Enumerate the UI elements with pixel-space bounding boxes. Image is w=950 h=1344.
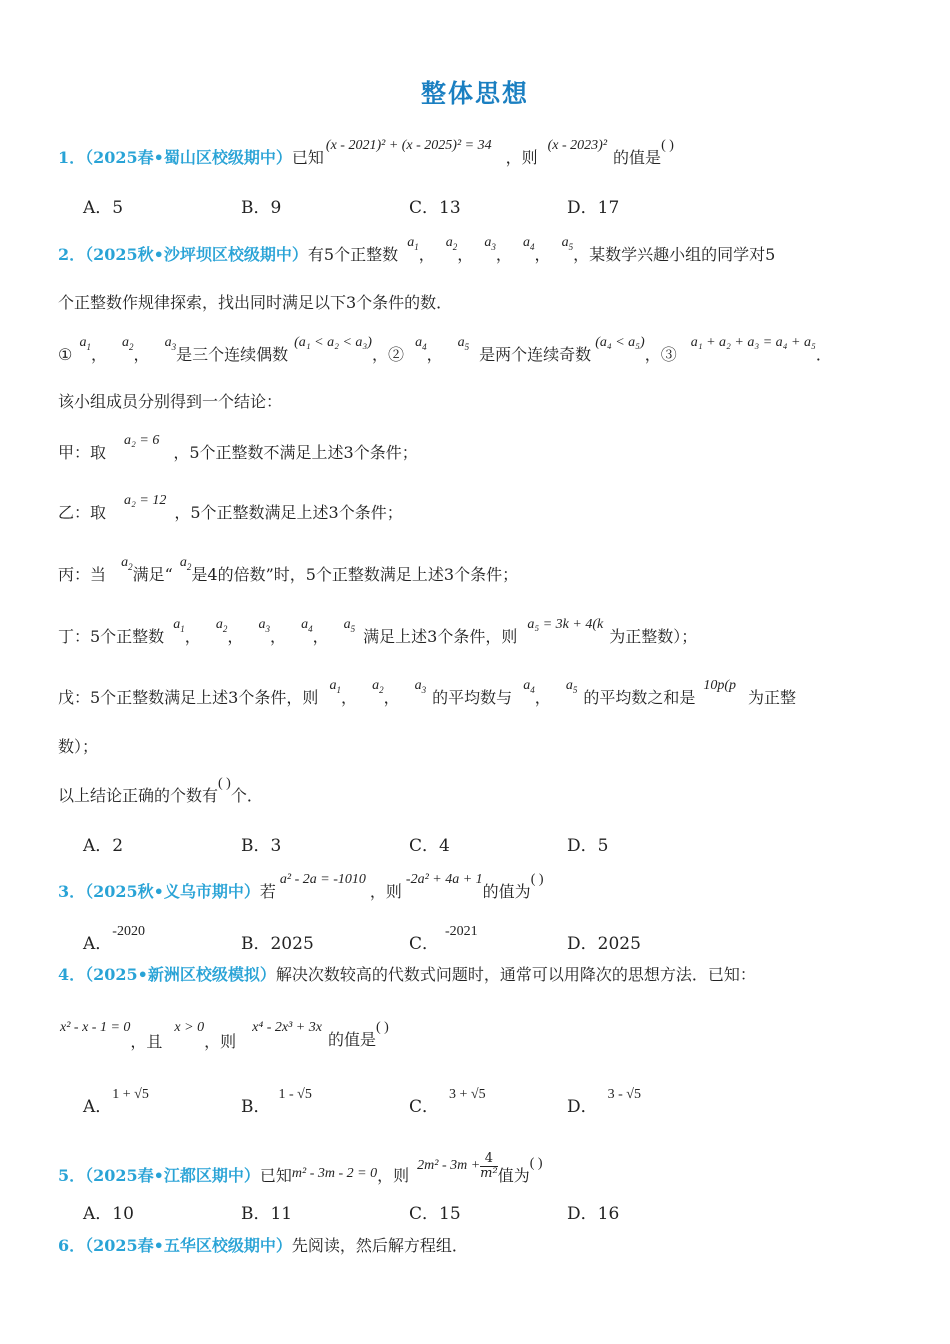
math-expression: (a₄ < a₅) xyxy=(595,335,645,350)
option-a: A．2 xyxy=(83,836,124,856)
question-5: 5．（2025春•江都区期中）已知m² - 3m - 2 = 0，则2m² - 3m + $\frac{4}{\text{m²}}$ 值为( ) xyxy=(58,1151,543,1185)
option-b: B．9 xyxy=(241,198,282,218)
statement-jia: 甲：取a₂ = 6，5个正整数不满足上述3个条件； xyxy=(58,433,418,462)
math-expression: x⁴ - 2x³ + 3x xyxy=(252,1020,322,1035)
question-4-condition: x² - x - 1 = 0，且x > 0，则x⁴ - 2x³ + 3x的值是( ) xyxy=(60,1020,389,1051)
option-d: D．5 xyxy=(567,836,609,856)
question-source: （2025春•五华区校级期中） xyxy=(85,1236,292,1255)
option-b: B．$^{1 - √5}$ xyxy=(241,1087,312,1117)
math-expression: (x - 2023)² xyxy=(547,138,608,153)
statement-final: 以上结论正确的个数有( )个． xyxy=(58,776,263,805)
question-number: 6． xyxy=(58,1236,86,1255)
math-expression: x² - x - 1 = 0 xyxy=(60,1020,131,1035)
math-expression: 10p(p xyxy=(703,678,737,693)
option-c: C．$^{3 + √5}$ xyxy=(409,1087,486,1117)
answer-blank: ( ) xyxy=(661,138,674,153)
option-b: B．11 xyxy=(241,1204,293,1224)
answer-blank: ( ) xyxy=(375,1020,389,1035)
question-number: 5． xyxy=(58,1166,86,1185)
math-expression: a₁ + a₂ + a₃ = a₄ + a₅ xyxy=(690,335,816,350)
paragraph-line: 数）； xyxy=(58,737,99,756)
conditions-line: ① $a_1$， $a_2$， $a_3$是三个连续偶数(a₁ < a₂ < a₃)，② $a_4$， $a_5$ 是两个连续奇数(a₄ < a₅)，③a₁ + a₂ + a₃ = a₄ + a₅． xyxy=(58,335,832,364)
paragraph-line: 个正整数作规律探索，找出同时满足以下3个条件的数． xyxy=(58,293,453,312)
question-source: （2025•新洲区校级模拟） xyxy=(85,965,276,984)
math-expression: a₂ = 6 xyxy=(124,433,160,448)
option-c: C．15 xyxy=(409,1204,461,1224)
math-expression: x > 0 xyxy=(174,1020,205,1035)
option-a: A．10 xyxy=(83,1204,134,1224)
statement-wu: 戊：5个正整数满足上述3个条件，则 $a_1$， $a_2$， $a_3$ 的平均数与 $a_4$， $a_5$ 的平均数之和是10p(p为正整 xyxy=(58,678,797,707)
option-d: D．2025 xyxy=(567,934,641,954)
answer-blank: ( ) xyxy=(529,1156,543,1171)
question-3: 3．（2025秋•义乌市期中）若a² - 2a = -1010，则-2a² + 4a + 1的值为( ) xyxy=(58,872,544,901)
option-c: C．13 xyxy=(409,198,461,218)
option-a: A．5 xyxy=(83,198,124,218)
math-expression: 2m² - 3m + xyxy=(417,1158,481,1173)
math-expression: a² - 2a = -1010 xyxy=(279,872,366,887)
option-d: D．$^{3 - √5}$ xyxy=(567,1087,641,1117)
question-6: 6．（2025春•五华区校级期中）先阅读，然后解方程组． xyxy=(58,1236,468,1255)
statement-ding: 丁：5个正整数 $a_1$， $a_2$， $a_3$， $a_4$， $a_5$ 满足上述3个条件，则a₅ = 3k + 4(k为正整数）； xyxy=(58,617,698,646)
question-4: 4．（2025•新洲区校级模拟）解决次数较高的代数式问题时，通常可以用降次的思想方法．已知： xyxy=(58,965,756,984)
option-d: D．16 xyxy=(567,1204,620,1224)
math-expression: (x - 2021)² + (x - 2025)² = 34 xyxy=(325,138,492,153)
option-b: B．3 xyxy=(241,836,282,856)
math-expression: a₂ = 12 xyxy=(124,493,167,508)
option-a: A．$^{1 + √5}$ xyxy=(83,1087,149,1117)
question-2: 2．（2025秋•沙坪坝区校级期中）有5个正整数 $a_1$， $a_2$， $a_3$， $a_4$， $a_5$，某数学兴趣小组的同学对5 xyxy=(58,235,776,264)
option-b: B．2025 xyxy=(241,934,314,954)
statement-bing: 丙：当 $a_2$满足“ $a_2$是4的倍数”时，5个正整数满足上述3个条件； xyxy=(58,555,519,584)
paragraph-line: 该小组成员分别得到一个结论： xyxy=(58,392,283,411)
fraction: $\frac{4}{\text{m²}}$ xyxy=(480,1151,498,1181)
math-expression: -2a² + 4a + 1 xyxy=(405,872,483,887)
question-number: 1． xyxy=(58,148,86,167)
page-title: 整体思想 xyxy=(420,79,529,108)
question-source: （2025秋•沙坪坝区校级期中） xyxy=(85,245,308,264)
question-source: （2025春•蜀山区校级期中） xyxy=(85,148,292,167)
question-number: 2． xyxy=(58,245,86,264)
answer-blank: ( ) xyxy=(530,872,544,887)
option-c: C．$^{-2021}$ xyxy=(409,924,478,954)
question-number: 4． xyxy=(58,965,86,984)
math-expression: (a₁ < a₂ < a₃) xyxy=(294,335,372,350)
option-c: C．4 xyxy=(409,836,450,856)
question-number: 3． xyxy=(58,882,86,901)
statement-yi: 乙：取a₂ = 12，5个正整数满足上述3个条件； xyxy=(58,493,403,522)
option-d: D．17 xyxy=(567,198,620,218)
question-1: 1．（2025春•蜀山区校级期中）已知(x - 2021)² + (x - 2025)² = 34，则(x - 2023)²的值是( ) xyxy=(58,138,674,167)
answer-blank: ( ) xyxy=(218,776,231,791)
math-expression: m² - 3m - 2 = 0 xyxy=(291,1166,378,1181)
math-expression: a₅ = 3k + 4(k xyxy=(527,617,604,632)
question-source: （2025春•江都区期中） xyxy=(85,1166,260,1185)
option-a: A．$^{-2020}$ xyxy=(83,924,145,954)
question-source: （2025秋•义乌市期中） xyxy=(85,882,260,901)
